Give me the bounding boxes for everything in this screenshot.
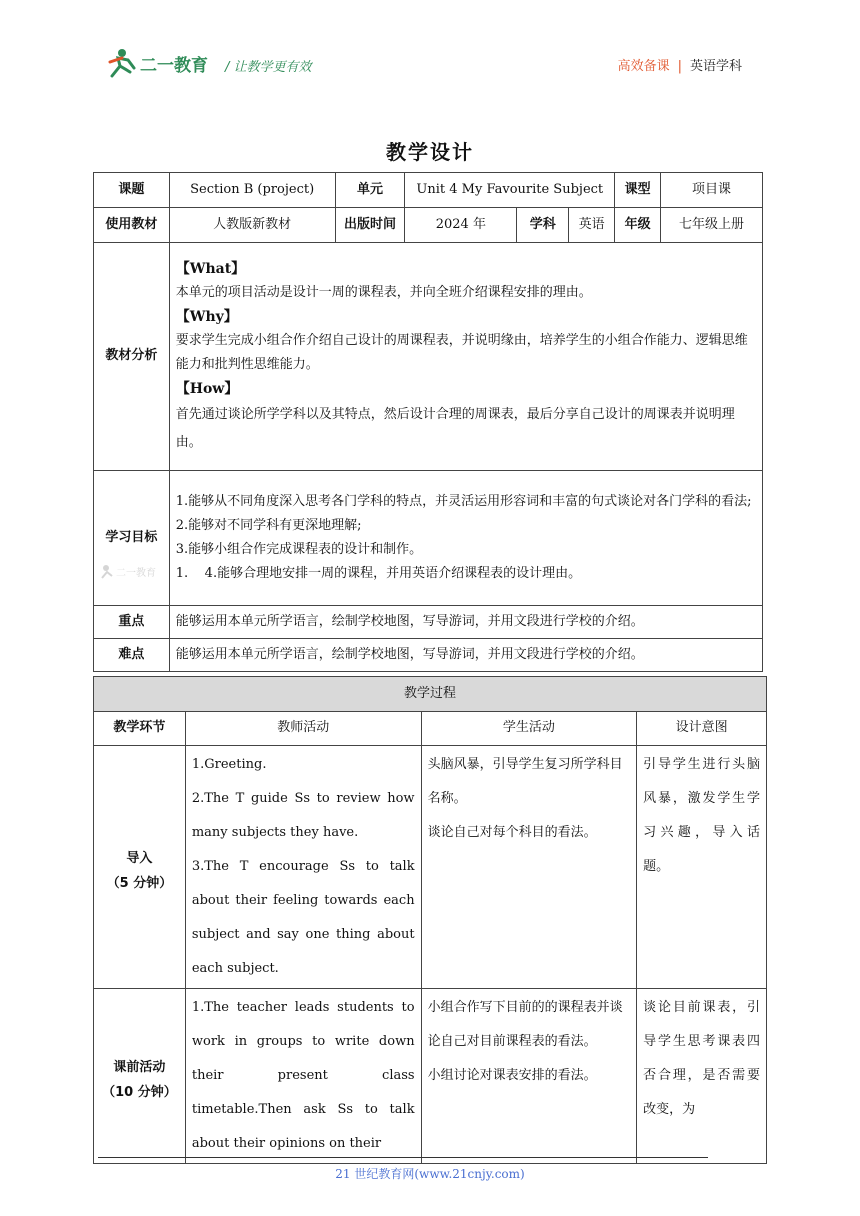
difficult-text: 能够运用本单元所学语言，绘制学校地图，写导游词，并用文段进行学校的介绍。 [169,639,762,672]
goal-4: 1. 4.能够合理地安排一周的课程，并用英语介绍课程表的设计理由。 [175,566,582,581]
pub-value: 2024 年 [405,208,517,243]
goal-2: 2.能够对不同学科有更深地理解; [175,518,362,533]
header-tag-subject: 英语学科 [689,59,742,74]
stage-time: （5 分钟） [106,875,173,891]
stage-cell [94,989,186,1164]
stage-cell [94,746,186,989]
student-step: 头脑风暴，引导学生复习所学科目名称。 [427,757,623,806]
topic-label: 课题 [94,173,170,208]
stage-name: 导入 [126,850,153,866]
analysis-content [169,243,762,471]
what-text: 本单元的项目活动是设计一周的课程表，并向全班介绍课程安排的理由。 [175,284,592,300]
goal-1: 1.能够从不同角度深入思考各门学科的特点，并灵活运用形容词和丰富的句式谈论对各门学科的看法; [175,494,752,509]
student-step: 谈论自己对每个科目的看法。 [427,825,597,840]
stage-name: 课前活动 [113,1059,166,1075]
teacher-step: 1.Greeting. [191,757,267,772]
design-intent: 引导学生进行头脑风暴，激发学生学习兴趣，导入话题。 [637,746,767,989]
col-header-stage: 教学环节 [94,712,186,746]
teacher-activity [185,989,421,1164]
footer-divider [98,1157,708,1158]
subject-value: 英语 [569,208,615,243]
page-header [0,0,860,100]
subject-label: 学科 [517,208,569,243]
teacher-activity [185,746,421,989]
student-step: 小组合作写下目前的的课程表并谈论自己对目前课程表的看法。 [427,1000,623,1049]
how-text: 首先通过谈论所学学科以及其特点，然后设计合理的周课表，最后分享自己设计的周课表并说明理由。 [175,406,735,450]
key-label: 重点 [94,606,170,639]
svg-text:二一教育: 二一教育 [140,56,208,76]
student-activity [421,746,637,989]
process-title: 教学过程 [94,677,767,712]
header-separator: | [677,59,682,74]
difficult-label: 难点 [94,639,170,672]
page-title: 教学设计 [386,140,474,164]
goals-content [169,471,762,606]
col-header-teacher: 教师活动 [185,712,421,746]
header-right [618,55,742,74]
goal-3: 3.能够小组合作完成课程表的设计和制作。 [175,542,423,557]
header-slogan: / 让教学更有效 [225,60,312,75]
col-header-intent: 设计意图 [637,712,767,746]
table-row [94,989,767,1164]
svg-text:二一教育: 二一教育 [116,568,156,579]
table-row [94,746,767,989]
unit-label: 单元 [335,173,405,208]
why-text: 要求学生完成小组合作介绍自己设计的周课程表，并说明缘由，培养学生的小组合作能力、逻辑思维能力和批判性思维能力。 [175,332,748,372]
how-heading: 【How】 [175,380,239,397]
type-label: 课型 [615,173,661,208]
topic-value: Section B (project) [169,173,335,208]
why-heading: 【Why】 [175,308,238,325]
footer-source: 21 世纪教育网(www.21cnjy.com) [335,1167,525,1181]
design-intent: 谈论目前课表，引导学生思考课表四否合理，是否需要改变，为 [637,989,767,1164]
teacher-step: 3.The T encourage Ss to talk about their feeling towards each subject and say one thing about each subject. [191,859,415,976]
teacher-step: 2.The T guide Ss to review how many subjects they have. [191,791,415,840]
key-text: 能够运用本单元所学语言，绘制学校地图，写导游词，并用文段进行学校的介绍。 [169,606,762,639]
student-activity [421,989,637,1164]
what-heading: 【What】 [175,260,246,277]
textbook-label: 使用教材 [94,208,170,243]
process-table [93,676,767,1164]
grade-value: 七年级上册 [661,208,763,243]
col-header-student: 学生活动 [421,712,637,746]
analysis-label: 教材分析 [94,243,170,471]
header-tag-prep: 高效备课 [617,59,670,74]
runner-icon [110,49,134,76]
grade-label: 年级 [615,208,661,243]
pub-label: 出版时间 [335,208,405,243]
watermark-logo [100,562,160,580]
info-table [93,172,763,672]
type-value: 项目课 [661,173,763,208]
textbook-value: 人教版新教材 [169,208,335,243]
teacher-step: 1.The teacher leads students to work in groups to write down their present class timetable.Then ask Ss to talk about their opinions on their [191,1000,415,1151]
student-step: 小组讨论对课表安排的看法。 [427,1068,597,1083]
stage-time: （10 分钟） [102,1084,177,1100]
goals-label: 学习目标 [94,471,170,606]
unit-value: Unit 4 My Favourite Subject [405,173,615,208]
logo [108,46,218,80]
